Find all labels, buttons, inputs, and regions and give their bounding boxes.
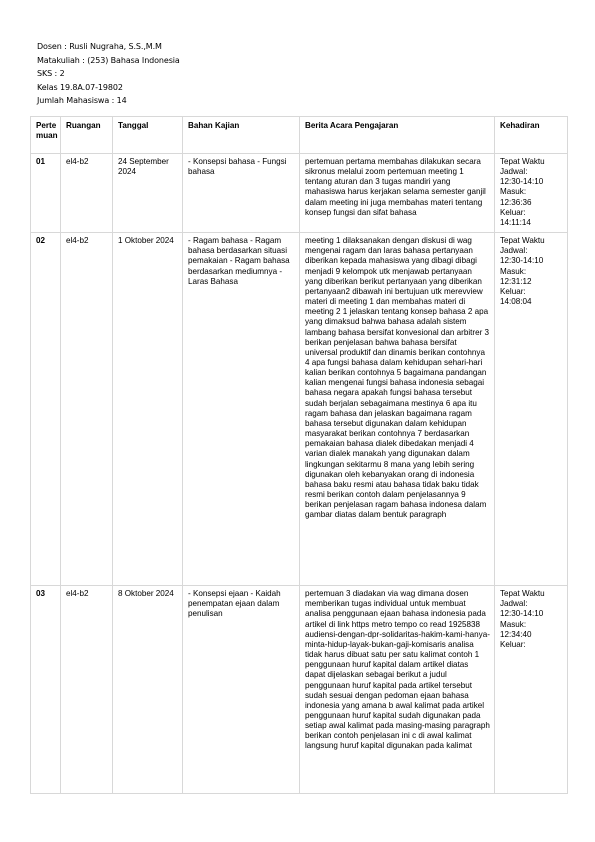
col-header-kehadiran: Kehadiran xyxy=(495,117,568,154)
col-header-pertemuan: Perte muan xyxy=(31,117,61,154)
schedule-time: 12:30-14:10 xyxy=(500,177,544,187)
col-header-ruangan: Ruangan xyxy=(61,117,113,154)
col-header-berita-acara: Berita Acara Pengajaran xyxy=(300,117,495,154)
col-header-bahan-kajian: Bahan Kajian xyxy=(183,117,300,154)
check-out-time: 14:08:04 xyxy=(500,297,532,307)
lecturer-line: Dosen : Rusli Nugraha, S.S.,M.M xyxy=(37,42,162,51)
check-out-label: Keluar: xyxy=(500,286,526,296)
check-in-label: Masuk: xyxy=(500,266,527,276)
check-in-label: Masuk: xyxy=(500,187,527,197)
check-out-label: Keluar: xyxy=(500,207,526,217)
teaching-notes: pertemuan pertama membahas dilakukan secara sikronus melalui zoom pertemuan meeting 1 tentang aturan dan 3 tugas mandiri yang mahasiswa harus kerjakan selama semester ganjil dalam meeting ini juga membahas materi tentang konsep fungsi dan sifat bahasa xyxy=(300,154,495,233)
room: el4-b2 xyxy=(61,154,113,233)
check-in-time: 12:34:40 xyxy=(500,629,532,639)
check-out-time: 14:11:14 xyxy=(500,217,531,227)
schedule-time: 12:30-14:10 xyxy=(500,609,544,619)
room: el4-b2 xyxy=(61,586,113,794)
course-info xyxy=(37,40,180,108)
date: 1 Oktober 2024 xyxy=(113,233,183,586)
check-in-time: 12:31:12 xyxy=(500,276,532,286)
check-in-label: Masuk: xyxy=(500,619,527,629)
class-line: Kelas 19.8A.07-19802 xyxy=(37,82,123,92)
meeting-number: 01 xyxy=(31,154,61,233)
teaching-notes: meeting 1 dilaksanakan dengan diskusi di wag mengenai ragam dan laras bahasa pertanyaan diberikan kepada mahasiswa yang dibagi dibagi menjadi 9 kelompok utk menjawab pertanyaan yang diberikan berikut pertanyaan yang diberikan pertanyaan2 dibawah ini bertujuan utk merevview materi di meeting 1 dan membahas materi di meeting 2 1 jelaskan tentang konsep bahasa 2 apa yang dimaksud bahwa bahasa adalah sistem lambang bahasa bersifat konvesional dan arbitrer 3 berikan penjelasan bahwa bahasa bersifat universal produktif dan dinamis berikan contohnya 4 apa fungsi bahasa dalam kehidupan sehari-hari kalian berikan contohnya 5 bagaimana pandangan kalian mengenai fungsi bahasa indonesia sebagai bahasa negara apakah fungsi bahasa tersebut sudah berjalan sebagaimana mestinya 6 apa itu ragam bahasa dan jelaskan bagaimana ragam bahasa tersebut digunakan dalam kehidupan masyarakat berikan contohnya 7 berdasarkan pemakaian bahasa dialek dibedakan menjadi 4 varian dialek manakah yang digunakan dalam lingkungan sekitarmu 8 mana yang lebih sering digunakan oleh kebanyakan orang di indonesia bahasa baku resmi atau bahasa tidak baku tidak resmi berikan contoh dalam penjelasannya 9 berikan penjelasan ragam bahasa indonesa dalam gambar diatas dalam bentuk paragraph xyxy=(300,233,495,586)
meeting-number: 02 xyxy=(31,233,61,586)
schedule-label: Jadwal: xyxy=(500,246,528,256)
check-out-label: Keluar: xyxy=(500,639,526,649)
attendance-status: Tepat Waktu xyxy=(500,157,545,166)
attendance-status: Tepat Waktu xyxy=(500,589,545,599)
attendance-status: Tepat Waktu xyxy=(500,236,545,246)
attendance xyxy=(495,233,568,586)
student-count-line: Jumlah Mahasiswa : 14 xyxy=(37,96,127,105)
table-row xyxy=(31,233,568,586)
schedule-label: Jadwal: xyxy=(500,167,528,177)
study-material: - Ragam bahasa - Ragam bahasa berdasarkan situasi pemakaian - Ragam bahasa berdasarkan mediumnya - Laras Bahasa xyxy=(183,233,300,586)
date: 24 September 2024 xyxy=(113,154,183,233)
attendance xyxy=(495,154,568,233)
table-row xyxy=(31,586,568,794)
schedule-time: 12:30-14:10 xyxy=(500,256,544,266)
credits-line: SKS : 2 xyxy=(37,69,65,78)
study-material: - Konsepsi bahasa - Fungsi bahasa xyxy=(183,154,300,233)
attendance xyxy=(495,586,568,794)
date: 8 Oktober 2024 xyxy=(113,586,183,794)
study-material: - Konsepsi ejaan - Kaidah penempatan ejaan dalam penulisan xyxy=(183,586,300,794)
teaching-notes: pertemuan 3 diadakan via wag dimana dosen memberikan tugas individual untuk membuat analisa penggunaan ejaan bahasa indonesia pada artikel di link https metro tempo co read 1925838 audiensi-dengan-dpr-solidaritas-hakim-kami-hanya-minta-hidup-layak-bukan-gaji-komisaris analisa tidak harus dibuat satu per satu kalimat contoh 1 penggunaan huruf kapital dalam artikel diatas dapat dijelaskan sebagai berikut a judul penggunaan huruf kapital pada artikel tersebut sudah sesuai dengan pedoman ejaan bahasa indonesia yang amana b awal kalimat pada artikel penggunaan huruf kapital sudah digunakan pada setiap awal kalimat pada masing-masing paragraph berikan contoh penjelasan ini c di awal kalimat langsung huruf kapital digunakan pada kalimat xyxy=(300,586,495,794)
table-row xyxy=(31,154,568,233)
room: el4-b2 xyxy=(61,233,113,586)
course-line: Matakuliah : (253) Bahasa Indonesia xyxy=(37,55,180,65)
meeting-number: 03 xyxy=(31,586,61,794)
check-in-time: 12:36:36 xyxy=(500,197,532,207)
col-header-tanggal: Tanggal xyxy=(113,117,183,154)
table-header-row xyxy=(31,117,568,154)
teaching-record-table xyxy=(30,116,568,794)
schedule-label: Jadwal: xyxy=(500,599,528,609)
